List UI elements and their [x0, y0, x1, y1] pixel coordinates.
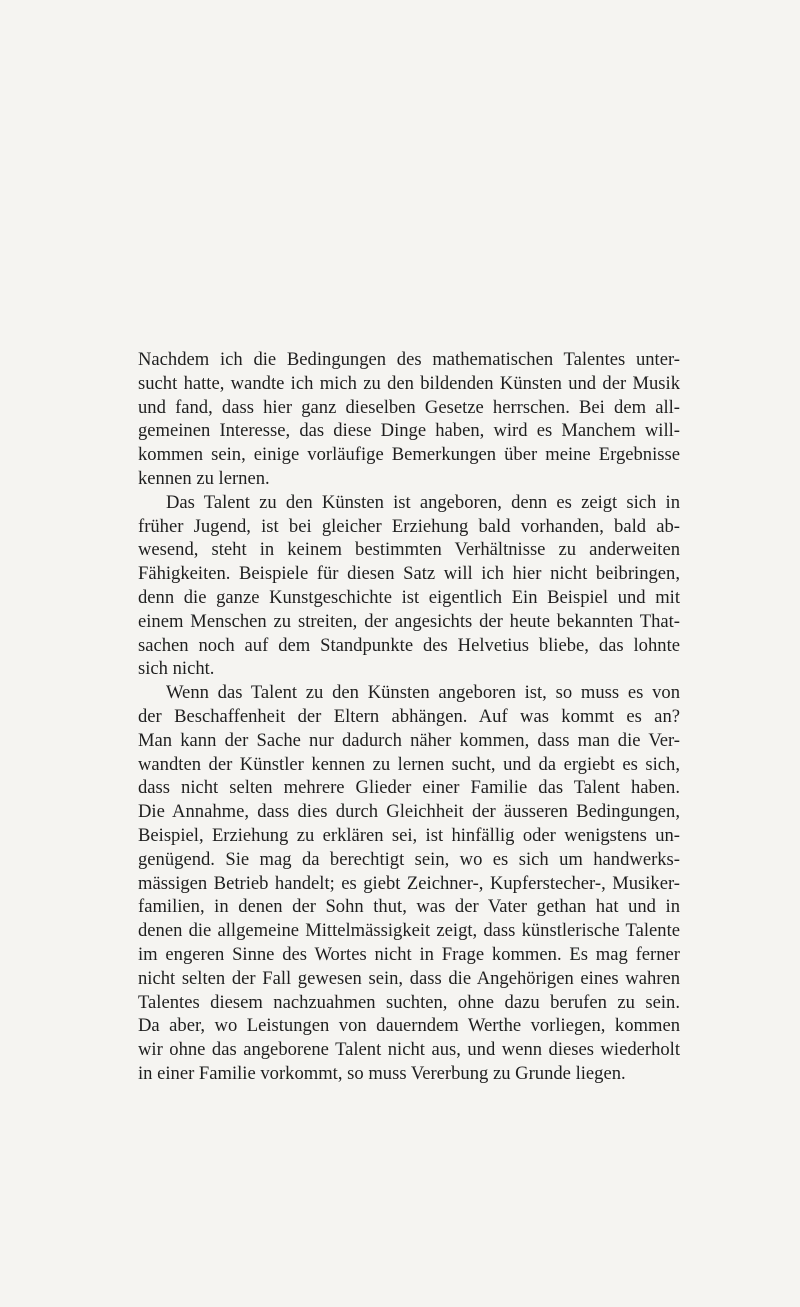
text-line: kommen sein, einige vorläufige Bemerkungen über meine Ergebnisse: [138, 444, 680, 466]
text-line: gemeinen Interesse, das diese Dinge haben, wird es Manchem will-: [138, 420, 680, 442]
text-line: der Beschaffenheit der Eltern abhängen. Auf was kommt es an?: [138, 705, 680, 727]
text-line: im engeren Sinne des Wortes nicht in Frage kommen. Es mag ferner: [138, 943, 680, 965]
text-line: und fand, dass hier ganz dieselben Gesetze herrschen. Bei dem all-: [138, 396, 680, 418]
text-line: kennen zu lernen.: [138, 467, 270, 489]
text-line: mässigen Betrieb handelt; es giebt Zeichner-, Kupferstecher-, Musiker-: [138, 872, 680, 894]
text-line: sich nicht.: [138, 658, 215, 680]
body-text: [138, 348, 680, 1086]
paragraph: [138, 681, 680, 1086]
text-line: sachen noch auf dem Standpunkte des Helvetius bliebe, das lohnte: [138, 634, 680, 656]
text-line: früher Jugend, ist bei gleicher Erziehung bald vorhanden, bald ab-: [138, 515, 680, 537]
text-line: genügend. Sie mag da berechtigt sein, wo es sich um handwerks-: [138, 848, 680, 870]
text-line: Talentes diesem nachzuahmen suchten, ohne dazu berufen zu sein.: [138, 991, 680, 1013]
text-line: denn die ganze Kunstgeschichte ist eigentlich Ein Beispiel und mit: [138, 586, 680, 608]
text-line: sucht hatte, wandte ich mich zu den bildenden Künsten und der Musik: [138, 372, 680, 394]
text-line: Beispiel, Erziehung zu erklären sei, ist hinfällig oder wenigstens un-: [138, 824, 680, 846]
text-line: Da aber, wo Leistungen von dauerndem Werthe vorliegen, kommen: [138, 1015, 680, 1037]
text-line: Wenn das Talent zu den Künsten angeboren ist, so muss es von: [166, 682, 680, 704]
text-line: familien, in denen der Sohn thut, was der Vater gethan hat und in: [138, 896, 680, 918]
text-line: Man kann der Sache nur dadurch näher kommen, dass man die Ver-: [138, 729, 680, 751]
paragraph: [138, 348, 680, 491]
text-line: nicht selten der Fall gewesen sein, dass die Angehörigen eines wahren: [138, 967, 680, 989]
text-line: Nachdem ich die Bedingungen des mathematischen Talentes unter-: [138, 349, 680, 370]
text-line: in einer Familie vorkommt, so muss Vererbung zu Grunde liegen.: [138, 1062, 626, 1084]
text-line: Das Talent zu den Künsten ist angeboren, denn es zeigt sich in: [166, 491, 680, 513]
text-line: Fähigkeiten. Beispiele für diesen Satz will ich hier nicht beibringen,: [138, 563, 680, 585]
text-line: Die Annahme, dass dies durch Gleichheit der äusseren Bedingungen,: [138, 801, 680, 823]
text-line: wir ohne das angeborene Talent nicht aus, und wenn dieses wiederholt: [138, 1039, 680, 1061]
text-line: denen die allgemeine Mittelmässigkeit zeigt, dass künstlerische Talente: [138, 920, 680, 942]
text-line: wandten der Künstler kennen zu lernen sucht, und da ergiebt es sich,: [138, 753, 680, 775]
text-line: dass nicht selten mehrere Glieder einer Familie das Talent haben.: [138, 777, 680, 799]
text-line: wesend, steht in keinem bestimmten Verhältnisse zu anderweiten: [138, 539, 680, 561]
text-line: einem Menschen zu streiten, der angesichts der heute bekannten That-: [138, 610, 680, 632]
paragraph: [138, 491, 680, 681]
